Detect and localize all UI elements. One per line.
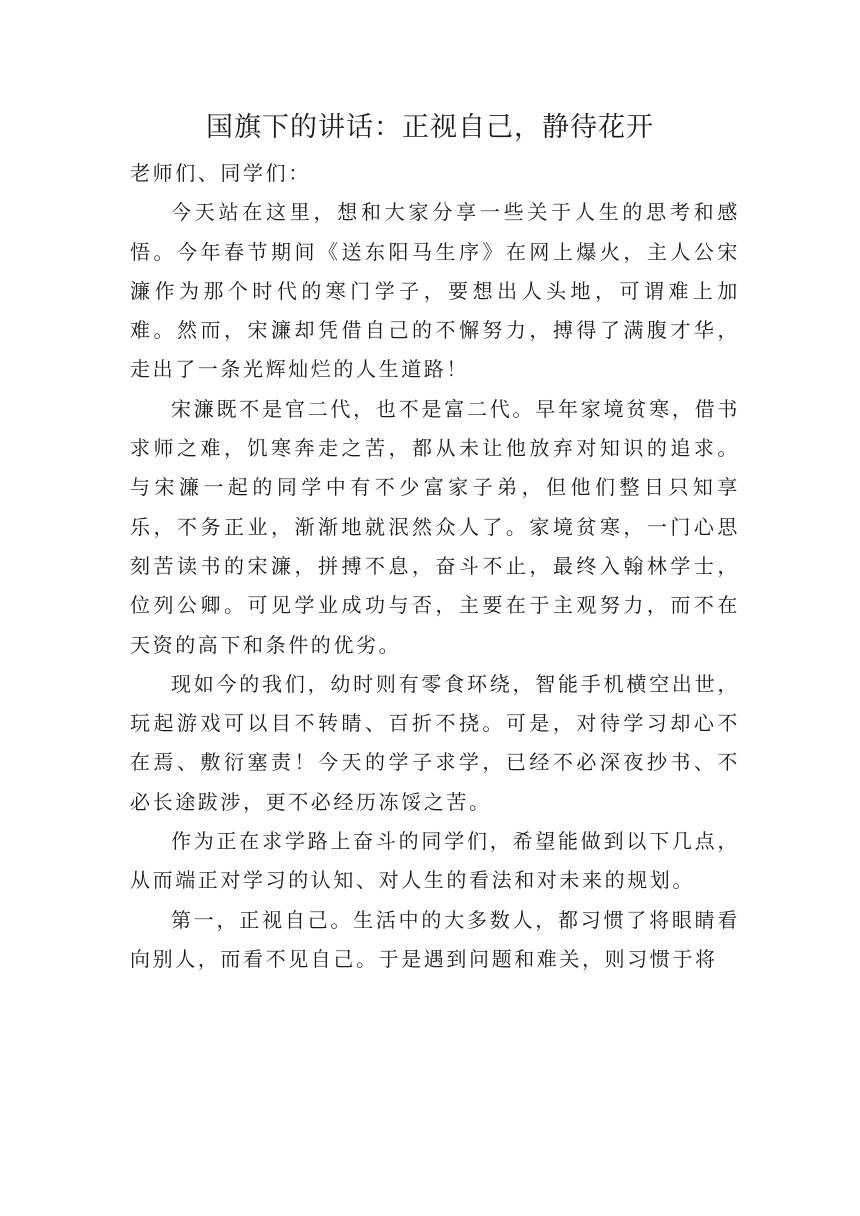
salutation: 老师们、同学们： <box>130 161 311 185</box>
paragraph-1: 今天站在这里，想和大家分享一些关于人生的思考和感悟。今年春节期间《送东阳马生序》在网上爆火，主人公宋濂作为那个时代的寒门学子，要想出人头地，可谓难上加难。然而，宋濂却凭借自己的不懈努力，搏得了满腹才华，走出了一条光辉灿烂的人生道路！ <box>130 200 740 382</box>
document-body <box>130 154 740 979</box>
document-title: 国旗下的讲话：正视自己，静待花开 <box>206 112 654 143</box>
paragraph-4: 作为正在求学路上奋斗的同学们，希望能做到以下几点，从而端正对学习的认知、对人生的看法和对未来的规划。 <box>130 829 740 893</box>
paragraph-3: 现如今的我们，幼时则有零食环绕，智能手机横空出世，玩起游戏可以目不转睛、百折不挠。可是，对待学习却心不在焉、敷衍塞责！今天的学子求学，已经不必深夜抄书、不必长途跋涉，更不必经历冻馁之苦。 <box>130 671 740 814</box>
paragraph-2: 宋濂既不是官二代，也不是富二代。早年家境贫寒，借书求师之难，饥寒奔走之苦，都从未让他放弃对知识的追求。与宋濂一起的同学中有不少富家子弟，但他们整日只知享乐，不务正业，渐渐地就泯然众人了。家境贫寒，一门心思刻苦读书的宋濂，拼搏不息，奋斗不止，最终入翰林学士，位列公卿。可见学业成功与否，主要在于主观努力，而不在天资的高下和条件的优劣。 <box>130 396 740 657</box>
paragraph-5: 第一，正视自己。生活中的大多数人，都习惯了将眼睛看向别人，而看不见自己。于是遇到问题和难关，则习惯于将 <box>130 907 740 971</box>
